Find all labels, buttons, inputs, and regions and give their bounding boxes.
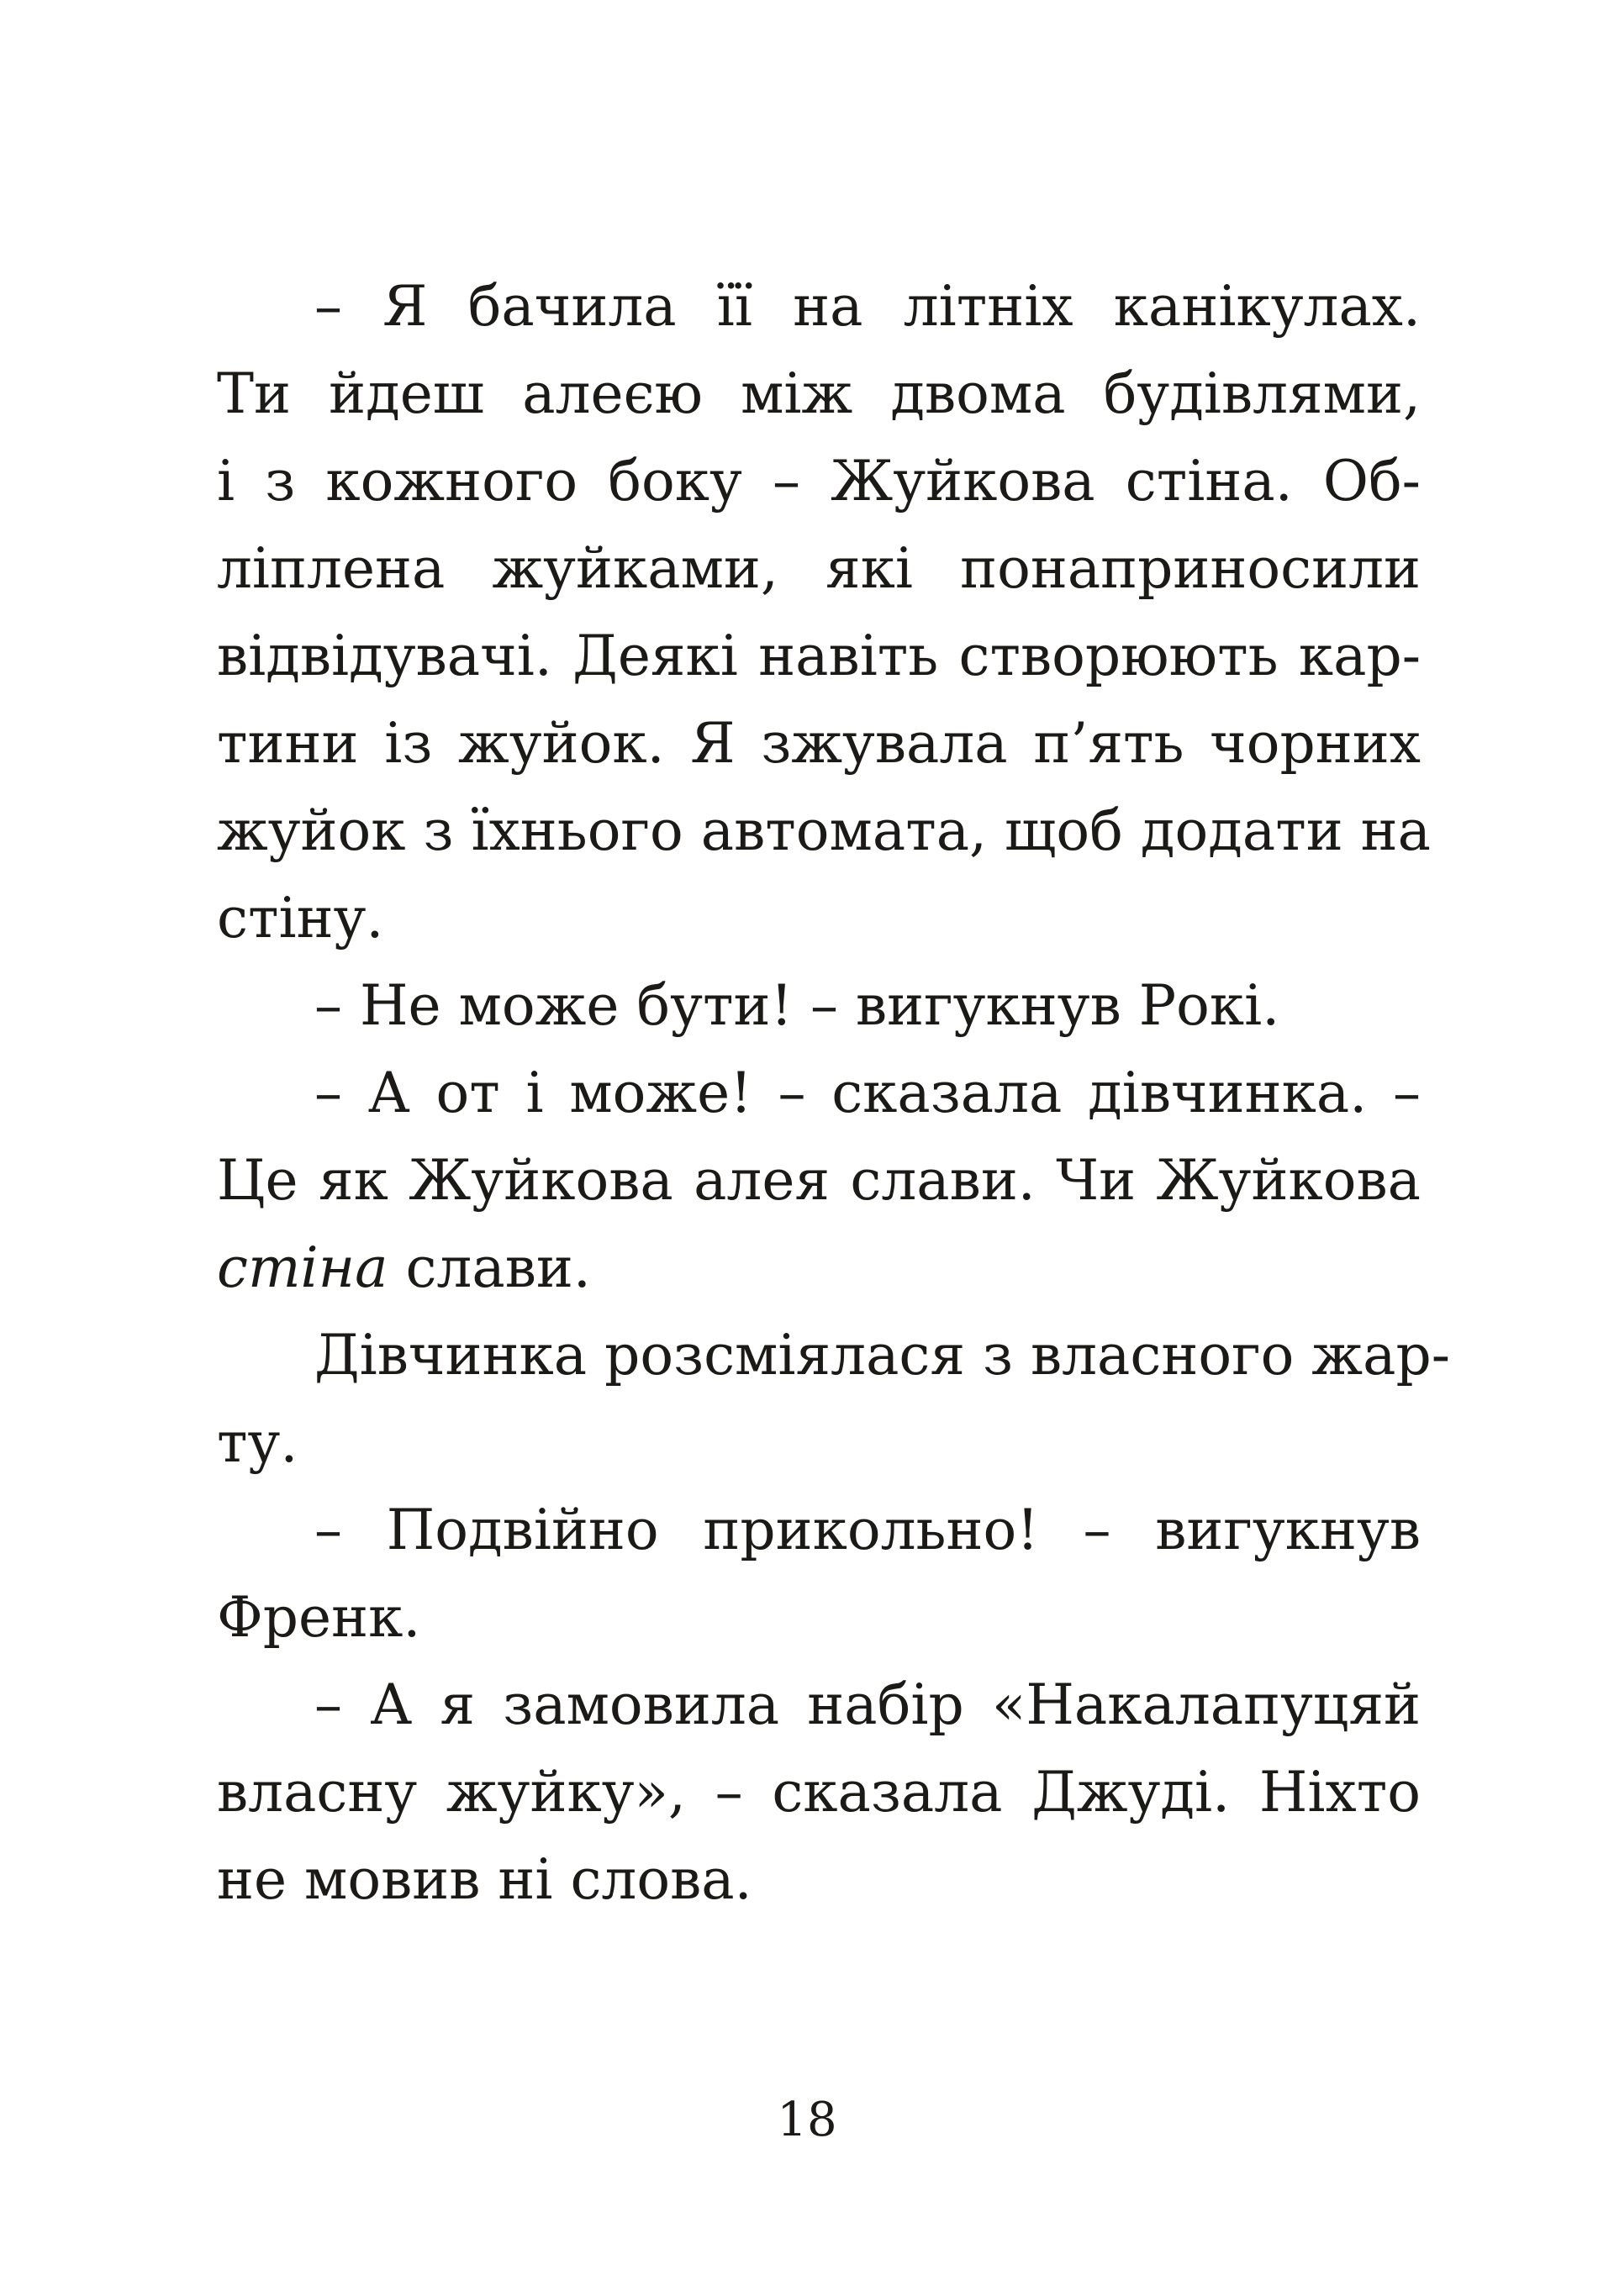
text-line: тини із жуйок. Я зжувала п’ять чорних bbox=[217, 711, 1421, 776]
text-line: власну жуйку», – сказала Джуді. Ніхто bbox=[217, 1760, 1421, 1825]
page-number: 18 bbox=[777, 2093, 837, 2147]
text-line: стіну. bbox=[217, 886, 384, 951]
text-fragment: слави. bbox=[388, 1235, 591, 1300]
italic-word: стіна bbox=[217, 1235, 388, 1300]
text-line: – Подвійно прикольно! – вигукнув bbox=[314, 1498, 1421, 1562]
text-line bbox=[217, 1224, 1421, 1312]
text-line: ліплена жуйками, які понаприносили bbox=[217, 536, 1421, 601]
text-line: ту. bbox=[217, 1410, 298, 1475]
text-line: – Я бачила її на літніх канікулах. bbox=[314, 274, 1421, 339]
text-line: Це як Жуйкова алея слави. Чи Жуйкова bbox=[217, 1148, 1421, 1213]
text-line: – Не може бути! – вигукнув Рокі. bbox=[314, 973, 1280, 1038]
text-line: – А я замовила набір «Накалапуцяй bbox=[314, 1672, 1421, 1737]
text-line: Френк. bbox=[217, 1585, 421, 1650]
text-line: Ти йдеш алеєю між двома будівлями, bbox=[217, 361, 1421, 426]
text-line: Дівчинка розсміялася з власного жар- bbox=[314, 1323, 1451, 1388]
text-line: відвідувачі. Деякі навіть створюють кар- bbox=[217, 624, 1421, 688]
text-line: – А от і може! – сказала дівчинка. – bbox=[314, 1061, 1421, 1125]
text-line: і з кожного боку – Жуйкова стіна. Об- bbox=[217, 449, 1421, 513]
text-line: не мовив ні слова. bbox=[217, 1847, 752, 1912]
text-line: жуйок з їхнього автомата, щоб додати на bbox=[217, 798, 1432, 863]
page-text bbox=[217, 263, 1451, 1924]
